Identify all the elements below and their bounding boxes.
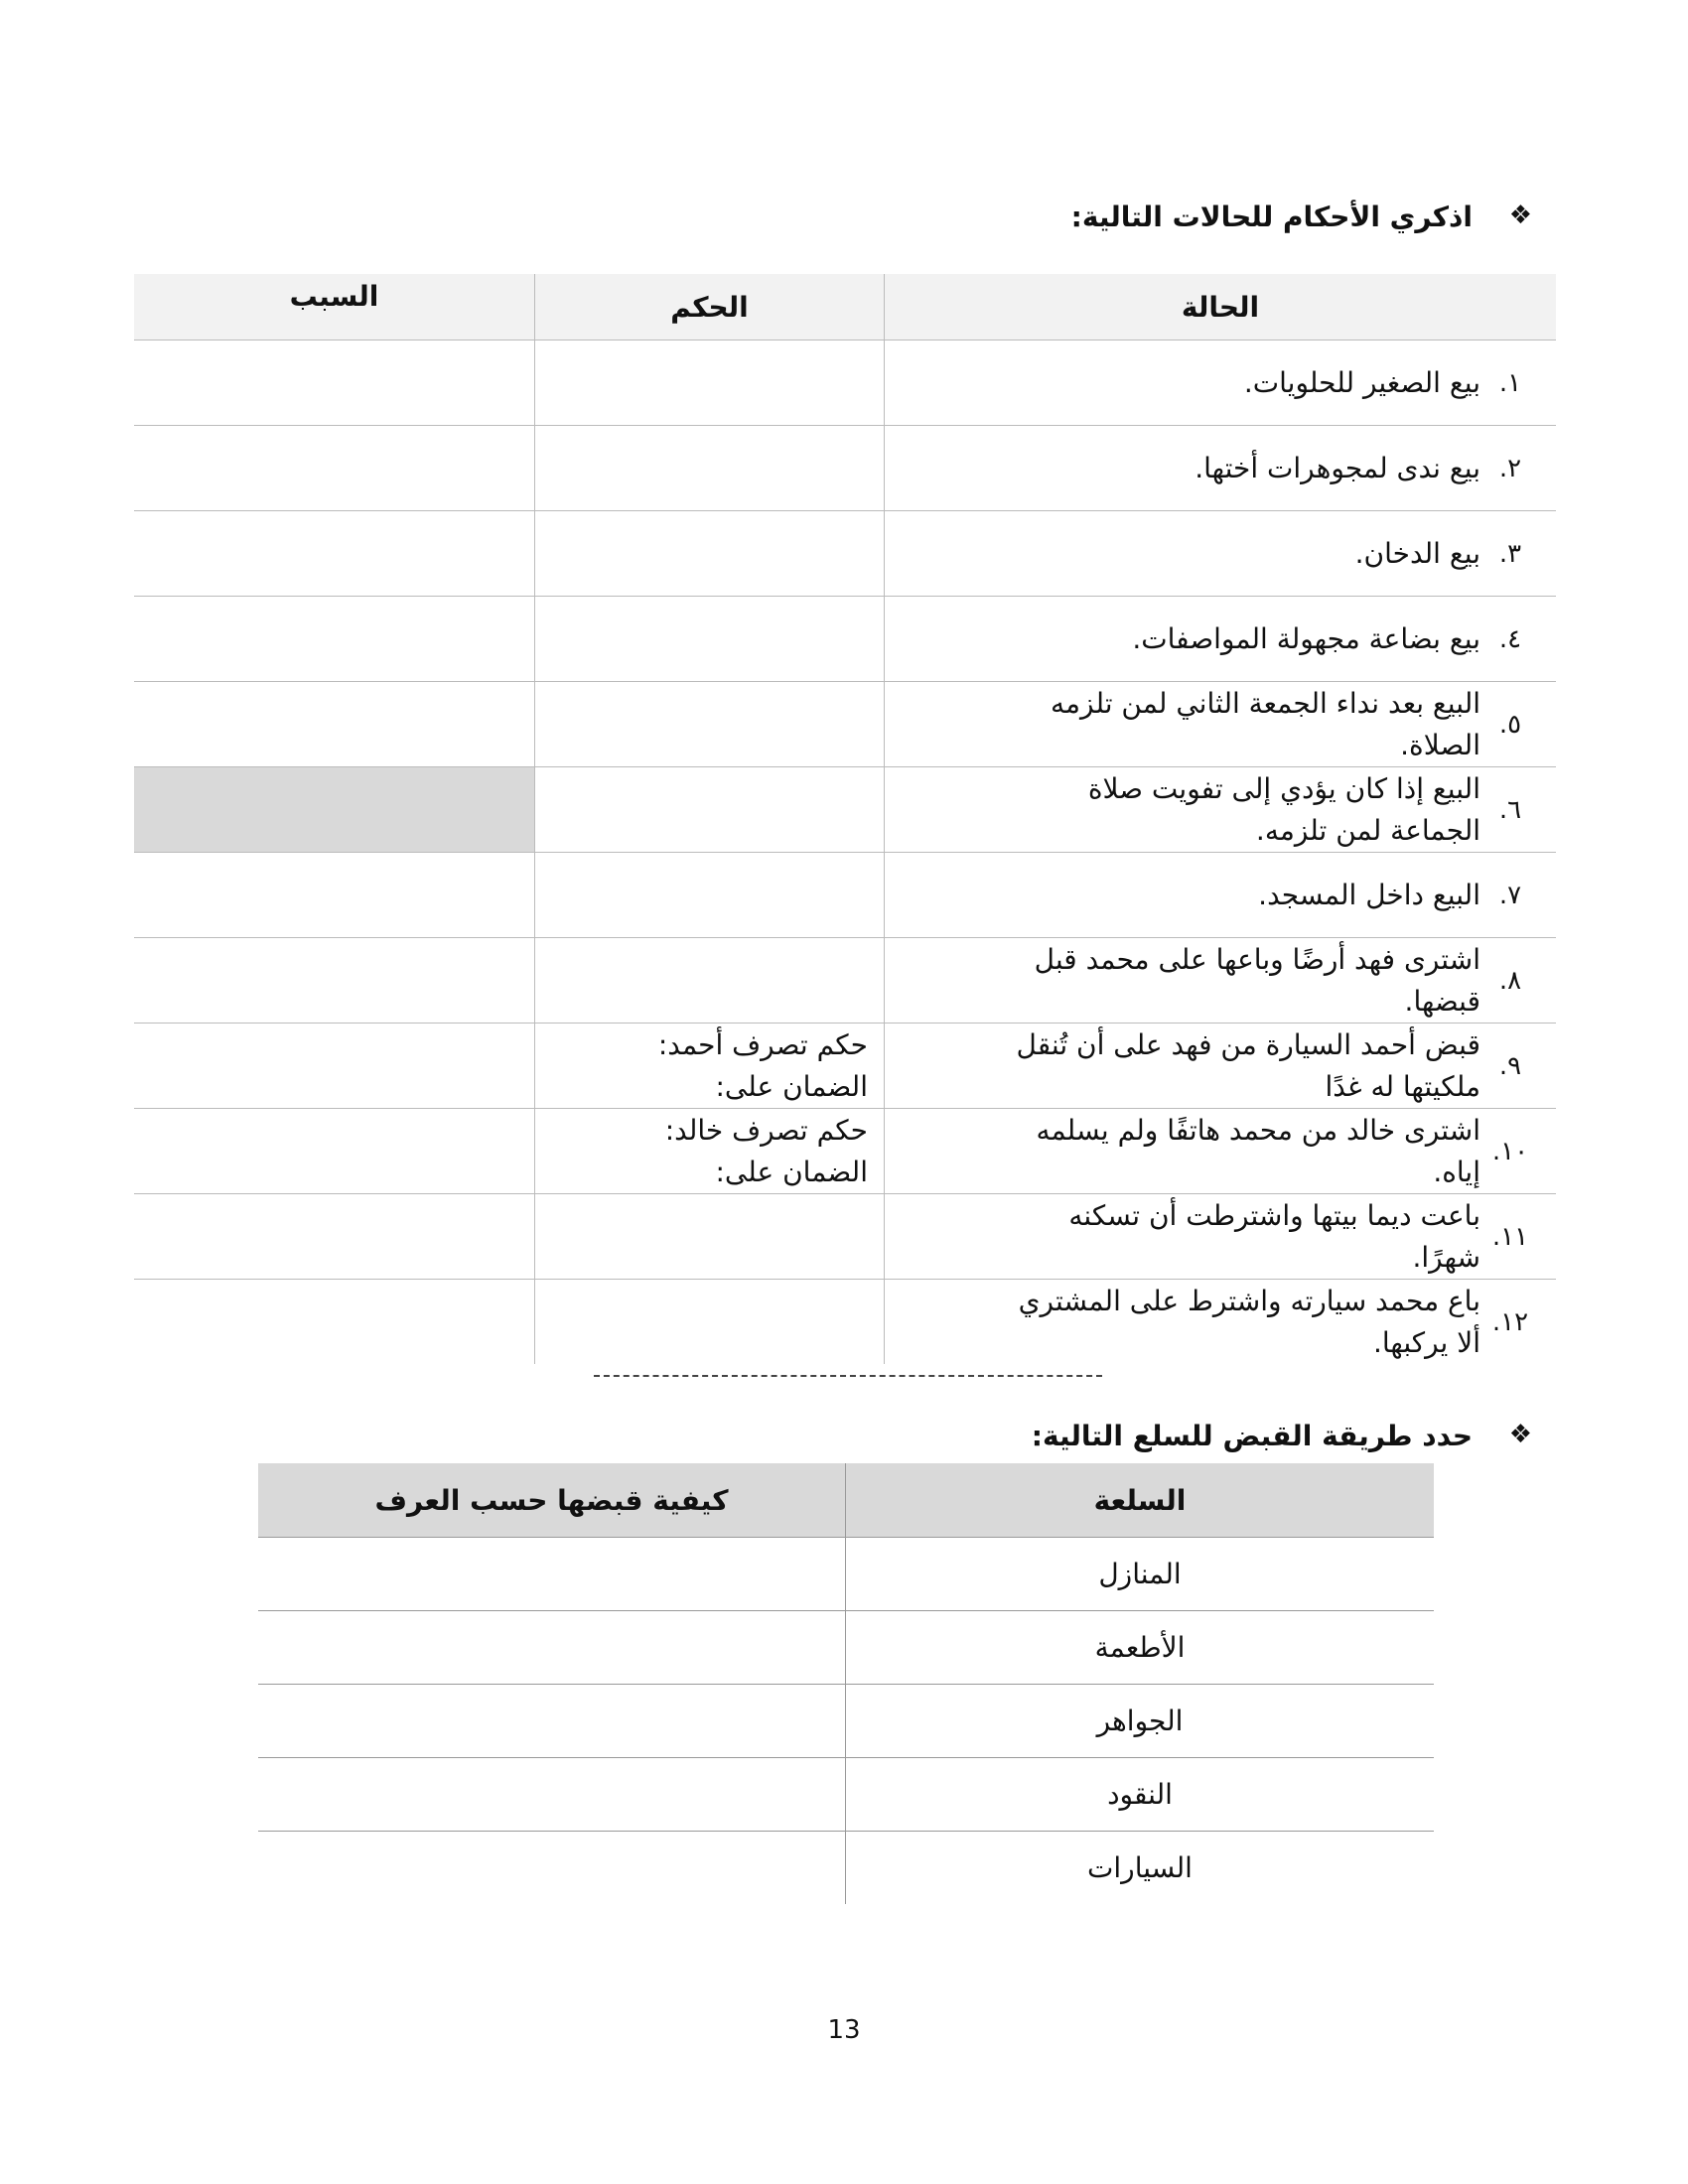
table-row <box>134 1194 1556 1280</box>
case-cell <box>885 426 1557 511</box>
rulings-table <box>134 274 1556 1364</box>
case-text: البيع داخل المسجد. <box>1258 878 1480 911</box>
case-text: اشترى فهد أرضًا وباعها على محمد قبل قبضها. <box>1034 942 1480 1018</box>
case-number: ٩. <box>1498 1050 1522 1081</box>
reason-cell[interactable] <box>134 426 535 511</box>
reason-cell[interactable] <box>134 682 535 767</box>
case-number: ١١. <box>1491 1221 1529 1252</box>
case-cell <box>885 853 1557 938</box>
method-cell[interactable] <box>258 1758 846 1832</box>
case-text: بيع الدخان. <box>1354 536 1480 570</box>
reason-cell[interactable] <box>134 1194 535 1280</box>
ruling-cell[interactable] <box>535 682 885 767</box>
table-row <box>134 853 1556 938</box>
case-number: ٦. <box>1498 794 1522 825</box>
section-separator <box>594 1375 1102 1377</box>
case-text: بيع ندى لمجوهرات أختها. <box>1195 451 1480 484</box>
header-method: كيفية قبضها حسب العرف <box>258 1463 846 1538</box>
ruling-cell[interactable] <box>535 938 885 1024</box>
method-cell[interactable] <box>258 1685 846 1758</box>
reason-cell[interactable] <box>134 597 535 682</box>
table-row <box>134 511 1556 597</box>
case-number: ٨. <box>1498 965 1522 996</box>
ruling-cell[interactable] <box>535 511 885 597</box>
table-row <box>134 341 1556 426</box>
reason-cell[interactable] <box>134 1024 535 1109</box>
case-cell <box>885 1109 1557 1194</box>
table-row <box>258 1832 1434 1905</box>
case-cell <box>885 1194 1557 1280</box>
reason-cell[interactable] <box>134 511 535 597</box>
ruling-prompt: حكم تصرف خالد: <box>664 1113 868 1147</box>
table-row <box>134 1280 1556 1365</box>
diamond-bullet-icon: ❖ <box>1508 1420 1532 1449</box>
case-cell <box>885 597 1557 682</box>
case-number: ١٢. <box>1491 1306 1529 1337</box>
goods-cell: المنازل <box>846 1538 1435 1611</box>
case-text: باعت ديما بيتها واشترطت أن تسكنه شهرًا. <box>1068 1198 1480 1274</box>
case-number: ٥. <box>1498 709 1522 740</box>
case-text: اشترى خالد من محمد هاتفًا ولم يسلمه إياه. <box>1036 1113 1480 1188</box>
ruling-cell[interactable] <box>535 426 885 511</box>
goods-cell: الجواهر <box>846 1685 1435 1758</box>
case-text: البيع بعد نداء الجمعة الثاني لمن تلزمه الصلاة. <box>1050 686 1480 761</box>
table-row <box>258 1685 1434 1758</box>
page-number: 13 <box>827 2015 861 2045</box>
header-goods: السلعة <box>846 1463 1435 1538</box>
receipt-method-table <box>258 1463 1434 1904</box>
case-text: البيع إذا كان يؤدي إلى تفويت صلاة الجماعة لمن تلزمه. <box>1087 771 1480 847</box>
case-cell <box>885 511 1557 597</box>
ruling-cell[interactable] <box>535 1024 885 1109</box>
table-row <box>258 1611 1434 1685</box>
table-row <box>134 1109 1556 1194</box>
rulings-table-header-row <box>134 274 1556 341</box>
ruling-cell[interactable] <box>535 1109 885 1194</box>
table-row <box>134 767 1556 853</box>
ruling-cell[interactable] <box>535 1280 885 1365</box>
reason-cell[interactable] <box>134 1109 535 1194</box>
section1-title: اذكري الأحكام للحالات التالية: <box>1070 201 1473 233</box>
reason-cell[interactable] <box>134 938 535 1024</box>
liability-prompt: الضمان على: <box>715 1069 868 1103</box>
reason-cell[interactable] <box>134 1280 535 1365</box>
case-number: ٢. <box>1498 453 1522 483</box>
case-number: ٧. <box>1498 880 1522 910</box>
case-text: بيع بضاعة مجهولة المواصفات. <box>1132 621 1480 655</box>
case-cell <box>885 682 1557 767</box>
ruling-cell[interactable] <box>535 341 885 426</box>
header-case: الحالة <box>885 274 1557 341</box>
receipt-table-header-row <box>258 1463 1434 1538</box>
table-row <box>258 1538 1434 1611</box>
goods-cell: الأطعمة <box>846 1611 1435 1685</box>
case-number: ١٠. <box>1491 1136 1529 1166</box>
section2-heading <box>936 1420 1532 1459</box>
header-ruling: الحكم <box>535 274 885 341</box>
section2-title: حدد طريقة القبض للسلع التالية: <box>1031 1420 1473 1452</box>
header-reason: السبب <box>134 274 535 341</box>
table-row <box>258 1758 1434 1832</box>
case-cell <box>885 341 1557 426</box>
table-row <box>134 426 1556 511</box>
case-cell <box>885 767 1557 853</box>
goods-cell: السيارات <box>1087 1851 1193 1884</box>
case-number: ٤. <box>1498 623 1522 654</box>
goods-cell: النقود <box>846 1758 1435 1832</box>
method-cell[interactable] <box>258 1538 846 1611</box>
reason-cell[interactable] <box>134 853 535 938</box>
case-cell <box>885 938 1557 1024</box>
ruling-cell[interactable] <box>535 597 885 682</box>
method-cell[interactable] <box>258 1832 846 1905</box>
reason-cell-shaded <box>134 767 535 853</box>
ruling-cell[interactable] <box>535 853 885 938</box>
liability-prompt: الضمان على: <box>715 1155 868 1188</box>
method-cell[interactable] <box>258 1611 846 1685</box>
reason-cell[interactable] <box>134 341 535 426</box>
case-number: ٣. <box>1498 538 1522 569</box>
case-number: ١. <box>1498 367 1522 398</box>
table-row <box>134 1024 1556 1109</box>
table-row <box>134 682 1556 767</box>
section1-heading <box>936 201 1532 240</box>
table-row <box>134 597 1556 682</box>
case-text: قبض أحمد السيارة من فهد على أن تُنقل ملكيتها له غدًا <box>1016 1027 1480 1103</box>
ruling-cell[interactable] <box>535 1194 885 1280</box>
diamond-bullet-icon: ❖ <box>1508 201 1532 230</box>
ruling-cell[interactable] <box>535 767 885 853</box>
case-cell <box>885 1024 1557 1109</box>
case-text: بيع الصغير للحلويات. <box>1243 365 1480 399</box>
case-cell <box>885 1280 1557 1365</box>
table-row <box>134 938 1556 1024</box>
case-text: باع محمد سيارته واشترط على المشتري ألا يركبها. <box>1018 1284 1480 1359</box>
ruling-prompt: حكم تصرف أحمد: <box>657 1027 868 1061</box>
